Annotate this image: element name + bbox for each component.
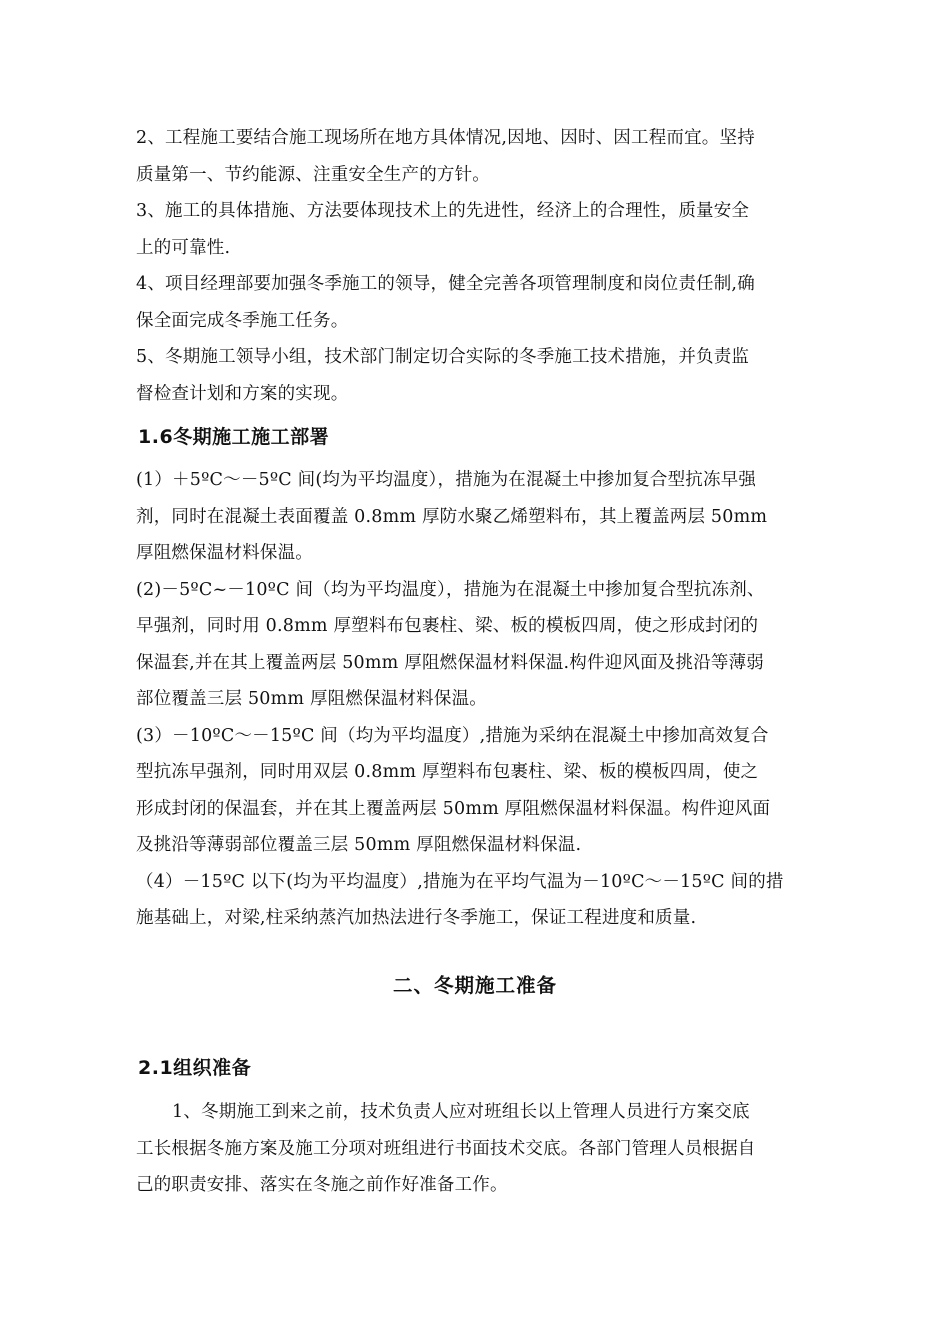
p3-line-3: 形成封闭的保温套，并在其上覆盖两层 50mm 厚阻燃保温材料保温。构件迎风面 (136, 798, 771, 819)
p3-line-4: 及挑沿等薄弱部位覆盖三层 50mm 厚阻燃保温材料保温. (136, 835, 582, 855)
p1-line-1: 1、冬期施工到来之前，技术负责人应对班组长以上管理人员进行方案交底 (172, 1102, 750, 1122)
p1-line-2: 剂，同时在混凝土表面覆盖 0.8mm 厚防水聚乙烯塑料布，其上覆盖两层 50mm (136, 506, 768, 527)
p2-line-2: 早强剂，同时用 0.8mm 厚塑料布包裹柱、梁、板的模板四周，使之形成封闭的 (136, 616, 759, 636)
item-5-line-2: 督检查计划和方案的实现。 (136, 383, 349, 404)
section-1-6-heading: 1.6冬期施工施工部署 (138, 426, 330, 448)
chapter-2-heading: 二、冬期施工准备 (392, 974, 557, 997)
p1-line-1: (1）＋5ºC～－5ºC 间(均为平均温度），措施为在混凝土中掺加复合型抗冻早强 (136, 470, 757, 490)
section-2-1-heading: 2.1组织准备 (138, 1057, 252, 1079)
item-2-line-2: 质量第一、节约能源、注重安全生产的方针。 (136, 164, 490, 185)
p3-line-1: (3）－10ºC～－15ºC 间（均为平均温度）,措施为采纳在混凝土中掺加高效复合 (136, 725, 769, 746)
p3-line-2: 型抗冻早强剂，同时用双层 0.8mm 厚塑料布包裹柱、梁、板的模板四周，使之 (136, 762, 759, 782)
p2-line-4: 部位覆盖三层 50mm 厚阻燃保温材料保温。 (136, 689, 487, 709)
item-4-line-2: 保全面完成冬季施工任务。 (136, 310, 349, 331)
p4-line-2: 施基础上，对梁,柱采纳蒸汽加热法进行冬季施工，保证工程进度和质量. (136, 908, 697, 928)
p1-line-3: 厚阻燃保温材料保温。 (136, 543, 313, 563)
section-2-1-body (136, 1094, 808, 1204)
p4-line-1: （4）－15ºC 以下(均为平均温度）,措施为在平均气温为－10ºC～－15ºC 间的措 (136, 871, 784, 892)
item-3-line-1: 3、施工的具体措施、方法要体现技术上的先进性，经济上的合理性，质量安全 (136, 201, 750, 221)
item-3-line-2: 上的可靠性. (136, 237, 231, 258)
section-1-5-items (136, 120, 808, 412)
p2-line-3: 保温套,并在其上覆盖两层 50mm 厚阻燃保温材料保温.构件迎风面及挑沿等薄弱 (136, 652, 765, 673)
p1-line-3: 己的职责安排、落实在冬施之前作好准备工作。 (136, 1175, 508, 1195)
p1-line-2: 工长根据冬施方案及施工分项对班组进行书面技术交底。各部门管理人员根据自 (136, 1138, 756, 1159)
item-4-line-1: 4、项目经理部要加强冬季施工的领导，健全完善各项管理制度和岗位责任制,确 (136, 274, 755, 294)
item-5-line-1: 5、冬期施工领导小组，技术部门制定切合实际的冬季施工技术措施，并负责监 (136, 347, 750, 367)
item-2-line-1: 2、工程施工要结合施工现场所在地方具体情况,因地、因时、因工程而宜。坚持 (136, 128, 755, 148)
p2-line-1: (2)－5ºC~－10ºC 间（均为平均温度），措施为在混凝土中掺加复合型抗冻剂、 (136, 579, 765, 600)
section-1-6-body (136, 462, 808, 937)
